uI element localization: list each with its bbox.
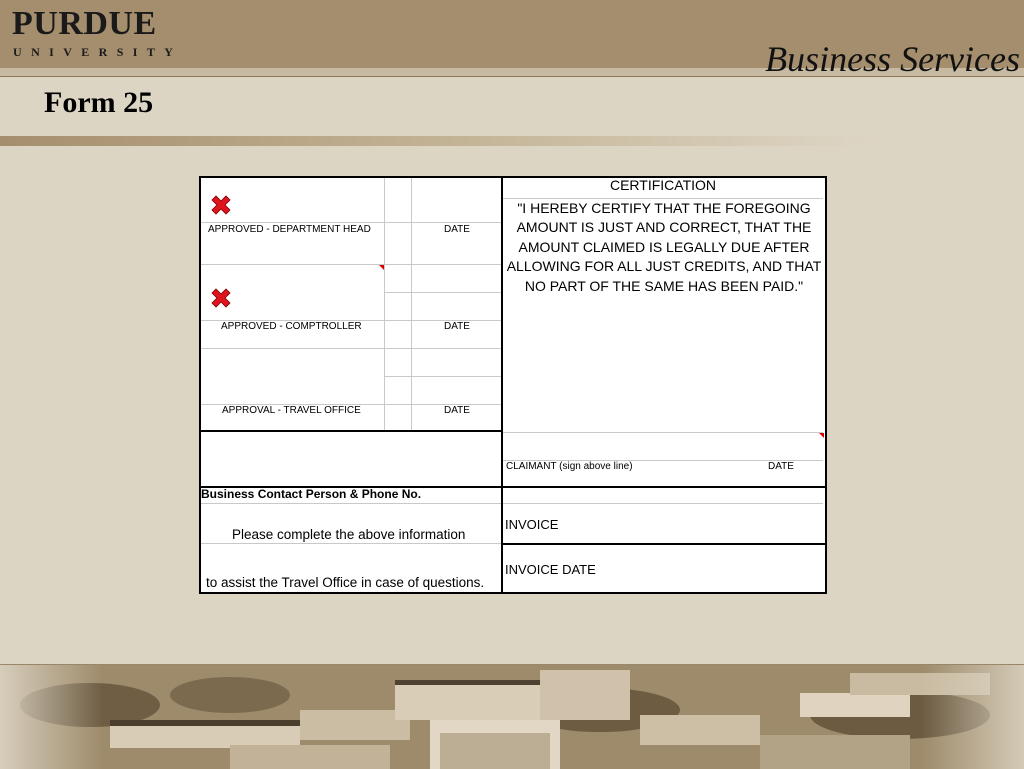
certification-text: "I HEREBY CERTIFY THAT THE FOREGOING AMOUNT IS JUST AND CORRECT, THAT THE AMOUNT CLAIMED IS LEGALLY DUE AFTER ALLOWING FOR ALL JUST CREDITS, AND THAT NO PART OF THE SAME HAS BEEN PAID.": [506, 200, 822, 294]
invoice-date-label: INVOICE DATE: [505, 562, 596, 577]
form-25-image: [199, 176, 827, 594]
approval-department-head-label: APPROVED - DEPARTMENT HEAD: [208, 224, 371, 235]
campus-photo-banner: [0, 664, 1024, 769]
approval-travel-office-label: APPROVAL - TRAVEL OFFICE: [222, 405, 361, 416]
university-logo-wordmark: PURDUE: [12, 5, 157, 42]
claimant-date-label: DATE: [768, 461, 794, 472]
red-x-icon: [208, 192, 234, 218]
contact-note-line-2: to assist the Travel Office in case of questions.: [206, 575, 485, 590]
comment-marker: [379, 265, 384, 270]
contact-note-line-1: Please complete the above information: [232, 527, 466, 542]
page-title: Form 25: [44, 86, 154, 119]
department-title: Business Services: [765, 39, 1020, 79]
invoice-label: INVOICE: [505, 517, 559, 532]
comment-marker: [819, 433, 824, 438]
title-rule: [0, 136, 1024, 146]
campus-photo-image: [0, 665, 1024, 769]
approval-comptroller-label: APPROVED - COMPTROLLER: [221, 321, 362, 332]
university-logo-subtitle: UNIVERSITY: [13, 45, 183, 59]
approval-comptroller-date: DATE: [444, 321, 470, 332]
approval-department-head-date: DATE: [444, 224, 470, 235]
claimant-label: CLAIMANT (sign above line): [506, 461, 633, 472]
red-x-icon: [208, 285, 234, 311]
contact-person-label: Business Contact Person & Phone No.: [201, 487, 422, 501]
certification-title: CERTIFICATION: [609, 177, 717, 193]
approval-travel-office-date: DATE: [444, 405, 470, 416]
